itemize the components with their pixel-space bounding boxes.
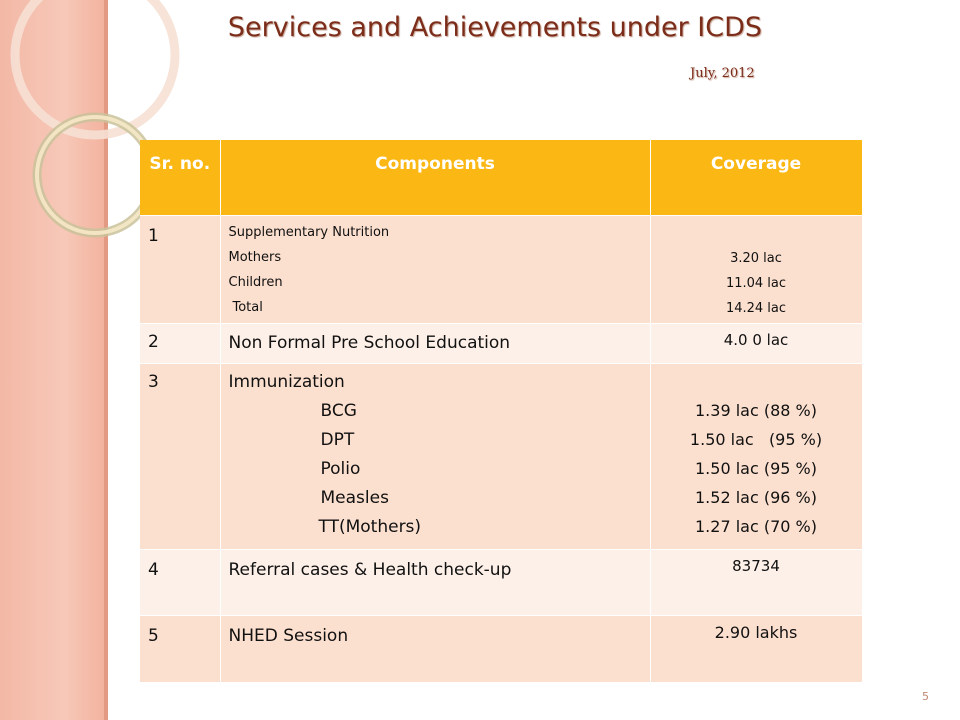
component-line: BCG [320,401,357,421]
coverage-line: 1.50 lac (95 %) [695,459,817,478]
component-line: NHED Session [228,626,349,646]
component-line: Mothers [228,250,282,265]
coverage-line: 1.27 lac (70 %) [695,517,817,536]
row-components [220,364,650,550]
services-table [140,140,863,682]
row-components [220,616,650,682]
row-components [220,324,650,364]
table-row [140,216,862,324]
row-sr: 4 [140,550,220,616]
component-line: Non Formal Pre School Education [228,333,511,353]
coverage-line: 1.39 lac (88 %) [695,401,817,420]
slide-date: July, 2012 [690,66,755,81]
header-components: Components [220,140,650,216]
table-row [140,364,862,550]
coverage-line: 4.0 0 lac [723,331,789,349]
component-line: Referral cases & Health check-up [228,560,512,580]
table-row [140,324,862,364]
row-components [220,216,650,324]
page-number: 5 [922,690,929,703]
component-line: Children [228,275,283,290]
coverage-line: 11.04 lac [725,276,787,291]
row-sr: 3 [140,364,220,550]
slide-title: Services and Achievements under ICDS [227,12,763,43]
header-sr-no: Sr. no. [140,140,220,216]
table-row [140,616,862,682]
row-coverage [650,324,862,364]
coverage-line: 1.50 lac (95 %) [689,430,823,449]
coverage-line: 83734 [732,557,780,575]
component-line: Immunization [228,372,345,392]
row-coverage [650,216,862,324]
coverage-line: 3.20 lac [730,251,782,266]
component-line: Supplementary Nutrition [228,225,390,240]
row-sr: 5 [140,616,220,682]
component-line: Total [232,300,263,315]
coverage-line: 2.90 lakhs [714,623,798,642]
component-line: Measles [320,488,389,508]
table-row [140,550,862,616]
row-components [220,550,650,616]
component-line: DPT [320,430,355,450]
row-sr: 1 [140,216,220,324]
row-coverage [650,364,862,550]
coverage-line: 1.52 lac (96 %) [695,488,817,507]
row-coverage [650,550,862,616]
header-coverage: Coverage [650,140,862,216]
component-line: TT(Mothers) [318,517,422,537]
table-header-row [140,140,862,216]
coverage-line: 14.24 lac [725,301,787,316]
row-coverage [650,616,862,682]
component-line: Polio [320,459,361,479]
row-sr: 2 [140,324,220,364]
